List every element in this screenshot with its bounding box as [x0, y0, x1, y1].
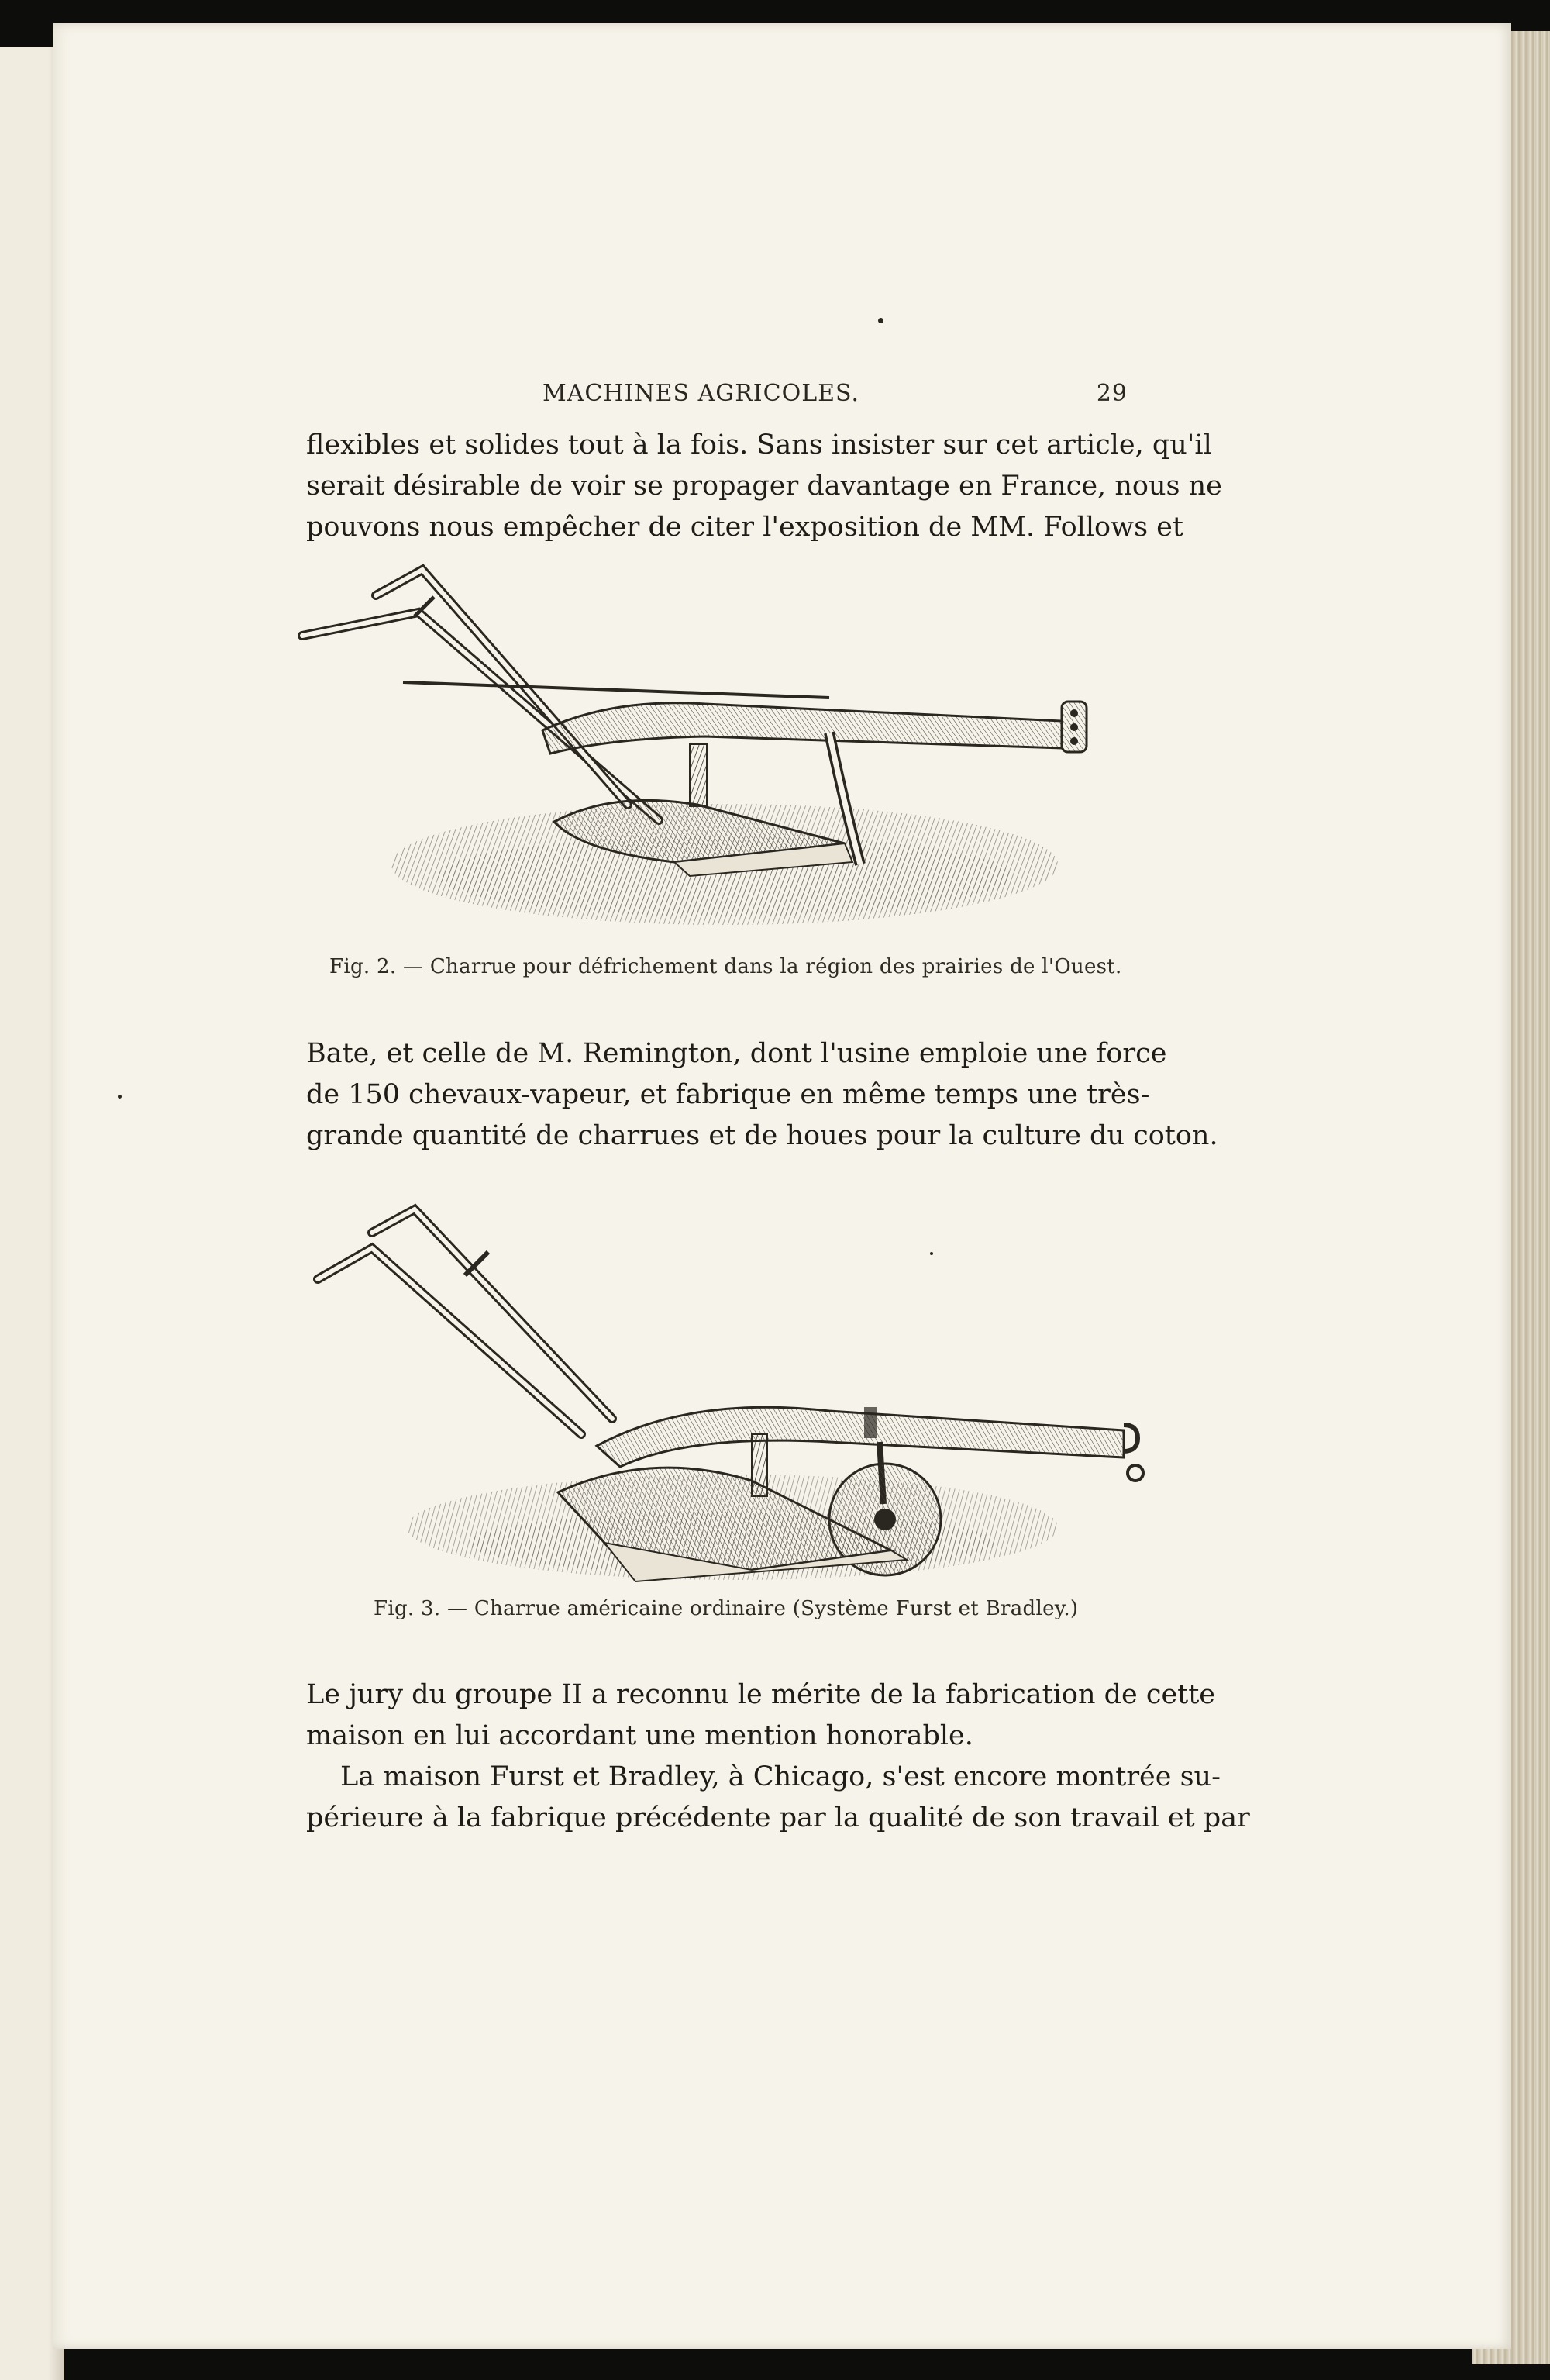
text-line: maison en lui accordant une mention honorable. [306, 1720, 973, 1751]
ink-speck [118, 1095, 122, 1099]
text-line: serait désirable de voir se propager davantage en France, nous ne [306, 471, 1222, 502]
paragraph-3 [306, 1675, 1216, 1757]
paragraph-1 [306, 425, 1222, 548]
page-number: 29 [1096, 380, 1128, 407]
figure-2-caption: Fig. 2. — Charrue pour défrichement dans la région des prairies de l'Ouest. [329, 955, 1122, 978]
figure-3-plow-illustration [287, 1178, 1162, 1597]
text-line: flexibles et solides tout à la fois. Sans insister sur cet article, qu'il [306, 429, 1212, 460]
text-line: pouvons nous empêcher de citer l'exposition de MM. Follows et [306, 512, 1183, 543]
text-line: de 150 chevaux-vapeur, et fabrique en même temps une très- [306, 1079, 1150, 1110]
figure-3-caption: Fig. 3. — Charrue américaine ordinaire (Système Furst et Bradley.) [374, 1597, 1079, 1620]
text-line: Le jury du groupe II a reconnu le mérite de la fabrication de cette [306, 1679, 1216, 1710]
text-line: périeure à la fabrique précédente par la qualité de son travail et par [306, 1802, 1250, 1833]
ink-speck [878, 318, 884, 323]
running-title: MACHINES AGRICOLES. [542, 380, 860, 407]
text-line: grande quantité de charrues et de houes pour la culture du coton. [306, 1120, 1218, 1151]
text-line: Bate, et celle de M. Remington, dont l'usine emploie une force [306, 1038, 1167, 1069]
figure-2-plow-illustration [287, 558, 1162, 946]
text-line: La maison Furst et Bradley, à Chicago, s'est encore montrée su- [340, 1761, 1221, 1792]
paragraph-4 [306, 1757, 1250, 1839]
paragraph-2 [306, 1033, 1218, 1157]
